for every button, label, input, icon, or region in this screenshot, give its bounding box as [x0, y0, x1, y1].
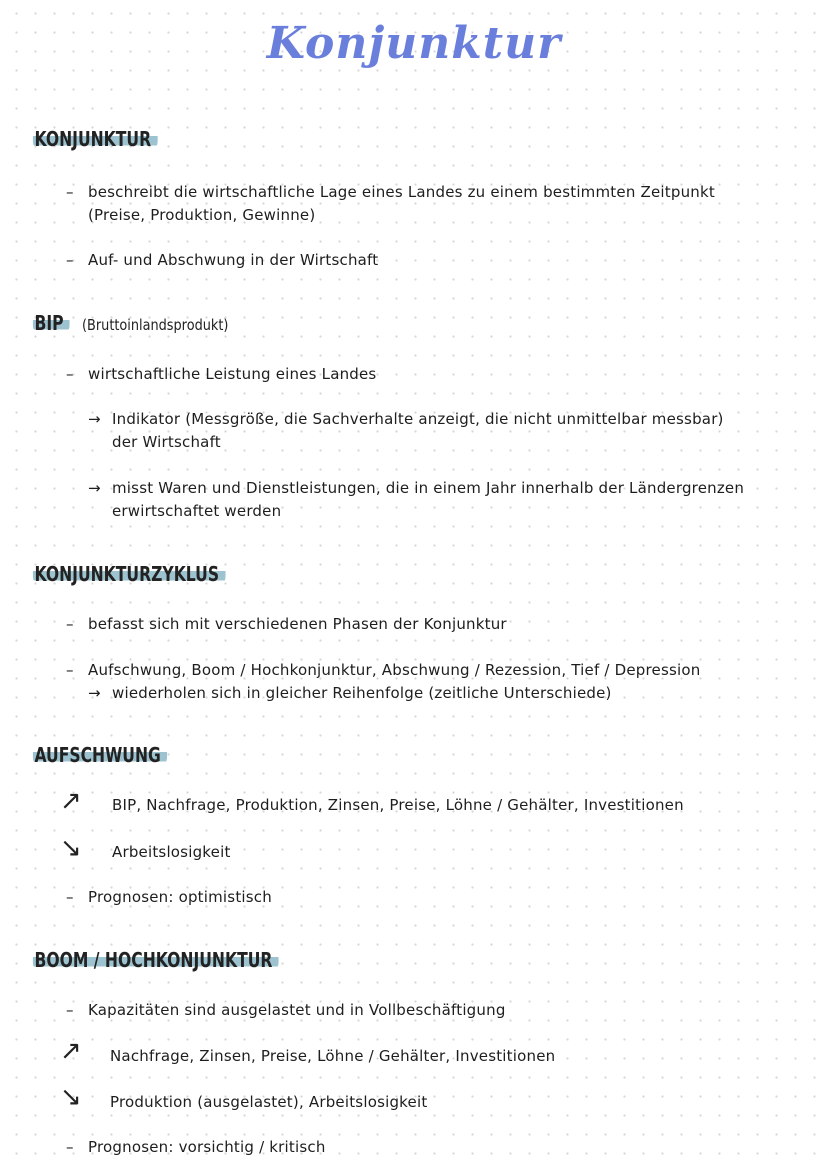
arrow-item-continuation: der Wirtschaft	[112, 433, 221, 451]
up-arrow-icon: ↗	[60, 1036, 82, 1066]
heading-highlight: AUFSCHWUNG	[33, 743, 167, 767]
section-heading-bip	[34, 311, 229, 335]
section-heading-aufschwung	[36, 743, 167, 767]
list-item	[66, 365, 376, 383]
down-arrow-icon: ↘	[60, 833, 82, 863]
falling-factors: Arbeitslosigkeit	[112, 843, 231, 861]
arrow-item-continuation: erwirtschaftet werden	[112, 502, 282, 520]
list-item	[66, 888, 272, 906]
list-item-continuation: (Preise, Produktion, Gewinne)	[88, 206, 316, 224]
list-item	[66, 1138, 326, 1156]
list-item-text: Kapazitäten sind ausgelastet und in Vollbeschäftigung	[88, 1001, 506, 1019]
page-title: Konjunktur	[266, 18, 562, 69]
rising-factors: Nachfrage, Zinsen, Preise, Löhne / Gehälter, Investitionen	[110, 1047, 556, 1065]
section-heading-boom	[36, 948, 279, 972]
list-item-text: Auf- und Abschwung in der Wirtschaft	[88, 251, 379, 269]
prognosis-text: Prognosen: vorsichtig / kritisch	[88, 1138, 326, 1156]
arrow-bullet: →	[88, 684, 101, 702]
heading-highlight: BIP	[33, 311, 70, 335]
heading-highlight: KONJUNKTURZYKLUS	[33, 562, 225, 586]
down-arrow-icon: ↘	[60, 1082, 82, 1112]
list-item	[66, 183, 715, 201]
list-item-text: wirtschaftliche Leistung eines Landes	[88, 365, 377, 383]
falling-factors: Produktion (ausgelastet), Arbeitslosigkeit	[110, 1093, 428, 1111]
list-item-text: beschreibt die wirtschaftliche Lage eines Landes zu einem bestimmten Zeitpunkt	[88, 183, 715, 201]
arrow-bullet: →	[88, 410, 101, 428]
heading-highlight: BOOM / HOCHKONJUNKTUR	[33, 948, 279, 972]
heading-subtitle: (Bruttoinlandsprodukt)	[82, 316, 229, 334]
dash-bullet: –	[66, 251, 74, 269]
arrow-item-text: wiederholen sich in gleicher Reihenfolge (zeitliche Unterschiede)	[112, 684, 612, 702]
arrow-item	[88, 410, 724, 428]
dash-bullet: –	[66, 1138, 74, 1156]
dash-bullet: –	[66, 1001, 74, 1019]
dash-bullet: –	[66, 365, 74, 383]
list-item-text: befasst sich mit verschiedenen Phasen der Konjunktur	[88, 615, 507, 633]
list-item	[66, 251, 378, 269]
up-arrow-icon: ↗	[60, 786, 82, 816]
list-item	[66, 615, 507, 633]
dash-bullet: –	[66, 888, 74, 906]
list-item	[66, 661, 700, 679]
arrow-item-text: Indikator (Messgröße, die Sachverhalte anzeigt, die nicht unmittelbar messbar)	[112, 410, 724, 428]
arrow-item	[88, 684, 612, 702]
list-item-text: Aufschwung, Boom / Hochkonjunktur, Abschwung / Rezession, Tief / Depression	[88, 661, 701, 679]
arrow-item	[88, 479, 744, 497]
arrow-bullet: →	[88, 479, 101, 497]
rising-factors: BIP, Nachfrage, Produktion, Zinsen, Preise, Löhne / Gehälter, Investitionen	[112, 796, 684, 814]
prognosis-text: Prognosen: optimistisch	[88, 888, 272, 906]
dash-bullet: –	[66, 183, 74, 201]
arrow-item-text: misst Waren und Dienstleistungen, die in einem Jahr innerhalb der Ländergrenzen	[112, 479, 745, 497]
heading-highlight: KONJUNKTUR	[33, 127, 157, 151]
section-heading-konjunkturzyklus	[36, 562, 225, 586]
section-heading-konjunktur	[36, 127, 157, 151]
dash-bullet: –	[66, 615, 74, 633]
list-item	[66, 1001, 506, 1019]
dash-bullet: –	[66, 661, 74, 679]
